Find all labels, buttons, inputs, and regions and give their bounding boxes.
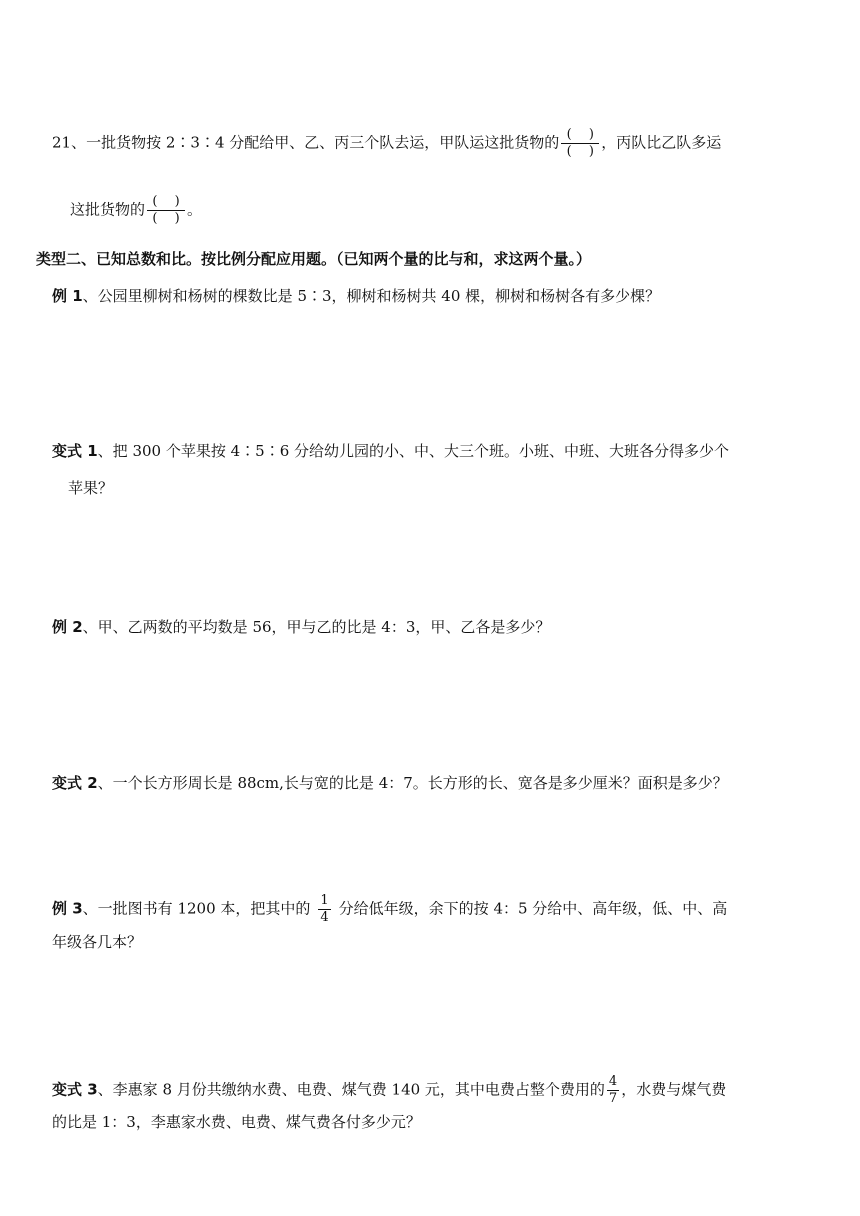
example-2-text: 、甲、乙两数的平均数是 56，甲与乙的比是 4：3，甲、乙各是多少？ <box>82 618 551 636</box>
fraction-numerator-blank: ( ) <box>152 194 180 209</box>
fraction-numerator: 1 <box>320 893 329 908</box>
fraction-numerator-blank: ( ) <box>566 127 594 142</box>
variant-2-text: 、一个长方形周长是 88cm,长与宽的比是 4：7。长方形的长、宽各是多少厘米？面积是多少？ <box>97 774 728 792</box>
fraction-four-sevenths <box>607 1074 619 1107</box>
variant-1-line2: 苹果？ <box>68 479 114 497</box>
variant-3-line2: 的比是 1：3，李惠家水费、电费、煤气费各付多少元？ <box>52 1113 421 1131</box>
question-21-text-middle: ，丙队比乙队多运 <box>601 133 722 152</box>
fraction-denominator: 7 <box>608 1091 618 1106</box>
example-2 <box>52 616 550 638</box>
variant-3-label: 变式 3 <box>52 1080 98 1099</box>
variant-1-line1 <box>52 440 729 462</box>
fraction-denominator-blank: ( ) <box>152 211 180 226</box>
question-21-line1 <box>52 127 721 160</box>
example-1-label: 例 1 <box>52 287 83 305</box>
variant-2-label: 变式 2 <box>52 774 98 792</box>
variant-3-text: 、李惠家 8 月份共缴纳水费、电费、煤气费 140 元，其中电费占整个费用的 <box>97 1080 605 1099</box>
variant-3-text-after: ，水费与煤气费 <box>621 1080 727 1099</box>
fraction-denominator-blank: ( ) <box>566 144 594 159</box>
answer-blank-fraction-1[interactable] <box>561 127 599 160</box>
example-1-text: 、公园里柳树和杨树的棵数比是 5∶3，柳树和杨树共 40 棵，柳树和杨树各有多少棵？ <box>82 287 661 305</box>
variant-1-label: 变式 1 <box>52 442 98 460</box>
variant-1-text: 、把 300 个苹果按 4∶5∶6 分给幼儿园的小、中、大三个班。小班、中班、大班各分得多少个 <box>97 442 730 460</box>
question-21-line2 <box>70 194 202 227</box>
example-1 <box>52 285 660 307</box>
question-21-line2-text: 这批货物的 <box>70 200 146 219</box>
fraction-denominator: 4 <box>320 910 329 925</box>
fraction-numerator: 4 <box>608 1074 618 1089</box>
example-3-text: 、一批图书有 1200 本，把其中的 <box>82 899 311 918</box>
answer-blank-fraction-2[interactable] <box>147 194 185 227</box>
variant-3-line1 <box>52 1074 726 1107</box>
fraction-one-quarter <box>318 893 330 926</box>
section-2-heading: 类型二、已知总数和比。按比例分配应用题。（已知两个量的比与和，求这两个量。） <box>36 250 592 268</box>
example-3-line2: 年级各几本？ <box>52 933 143 951</box>
example-2-label: 例 2 <box>52 618 83 636</box>
question-21-text: 21、一批货物按 2∶3∶4 分配给甲、乙、丙三个队去运，甲队运这批货物的 <box>52 133 560 152</box>
example-3-text-after: 分给低年级，余下的按 4：5 分给中、高年级，低、中、高 <box>338 899 728 918</box>
example-3-line1 <box>52 893 727 926</box>
variant-2 <box>52 772 728 794</box>
question-21-line2-suffix: 。 <box>187 200 203 219</box>
example-3-label: 例 3 <box>52 899 83 918</box>
